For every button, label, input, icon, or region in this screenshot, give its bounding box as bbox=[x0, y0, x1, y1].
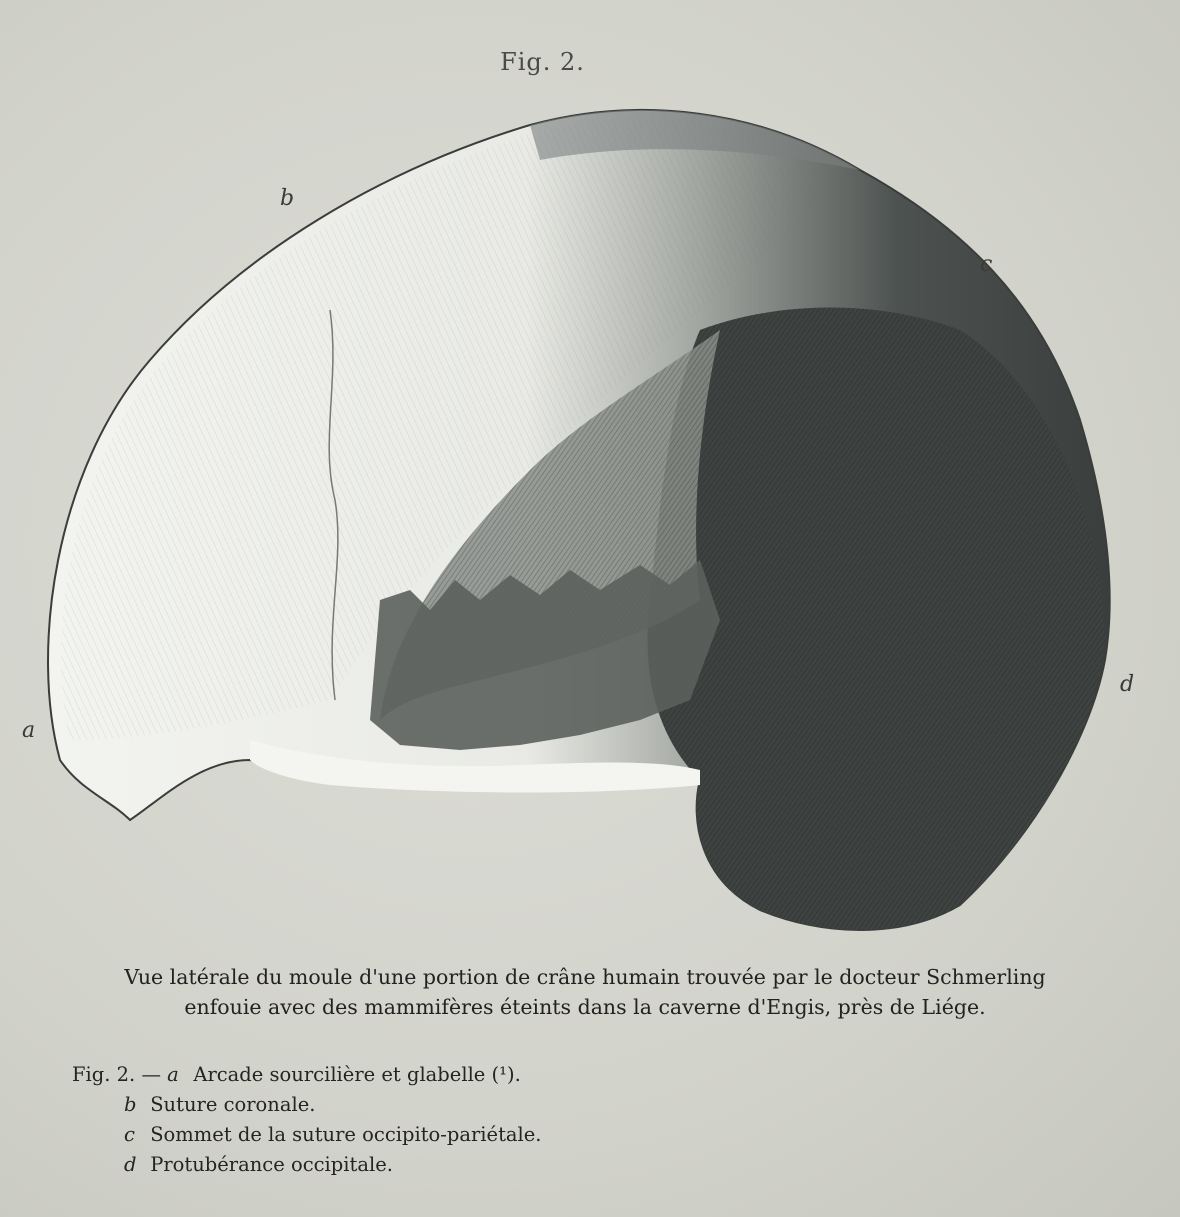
label-d: d bbox=[1120, 672, 1135, 697]
legend-text: Sommet de la suture occipito-pariétale. bbox=[150, 1123, 542, 1146]
label-b: b bbox=[280, 186, 295, 211]
legend-item-b bbox=[72, 1090, 542, 1120]
figure-caption bbox=[60, 962, 1110, 1022]
figure-title: Fig. 2. bbox=[500, 48, 585, 76]
legend-letter: c bbox=[124, 1123, 135, 1146]
legend-prefix: Fig. 2. — bbox=[72, 1063, 161, 1086]
legend-item-c bbox=[72, 1120, 542, 1150]
legend-item-d bbox=[72, 1150, 542, 1180]
legend-letter: d bbox=[124, 1153, 137, 1176]
label-a: a bbox=[22, 718, 36, 743]
legend-text: Protubérance occipitale. bbox=[150, 1153, 393, 1176]
legend-text: Suture coronale. bbox=[150, 1093, 316, 1116]
legend-letter: b bbox=[124, 1093, 137, 1116]
caption-line-1: Vue latérale du moule d'une portion de crâne humain trouvée par le docteur Schmerling bbox=[124, 965, 1046, 989]
legend-text: Arcade sourcilière et glabelle (¹). bbox=[193, 1063, 521, 1086]
legend-letter: a bbox=[167, 1063, 179, 1086]
figure-legend bbox=[72, 1060, 542, 1180]
caption-line-2: enfouie avec des mammifères éteints dans la caverne d'Engis, près de Liége. bbox=[184, 995, 986, 1019]
skull-engraving bbox=[0, 90, 1180, 950]
label-c: c bbox=[980, 252, 993, 277]
legend-item-a bbox=[72, 1060, 542, 1090]
